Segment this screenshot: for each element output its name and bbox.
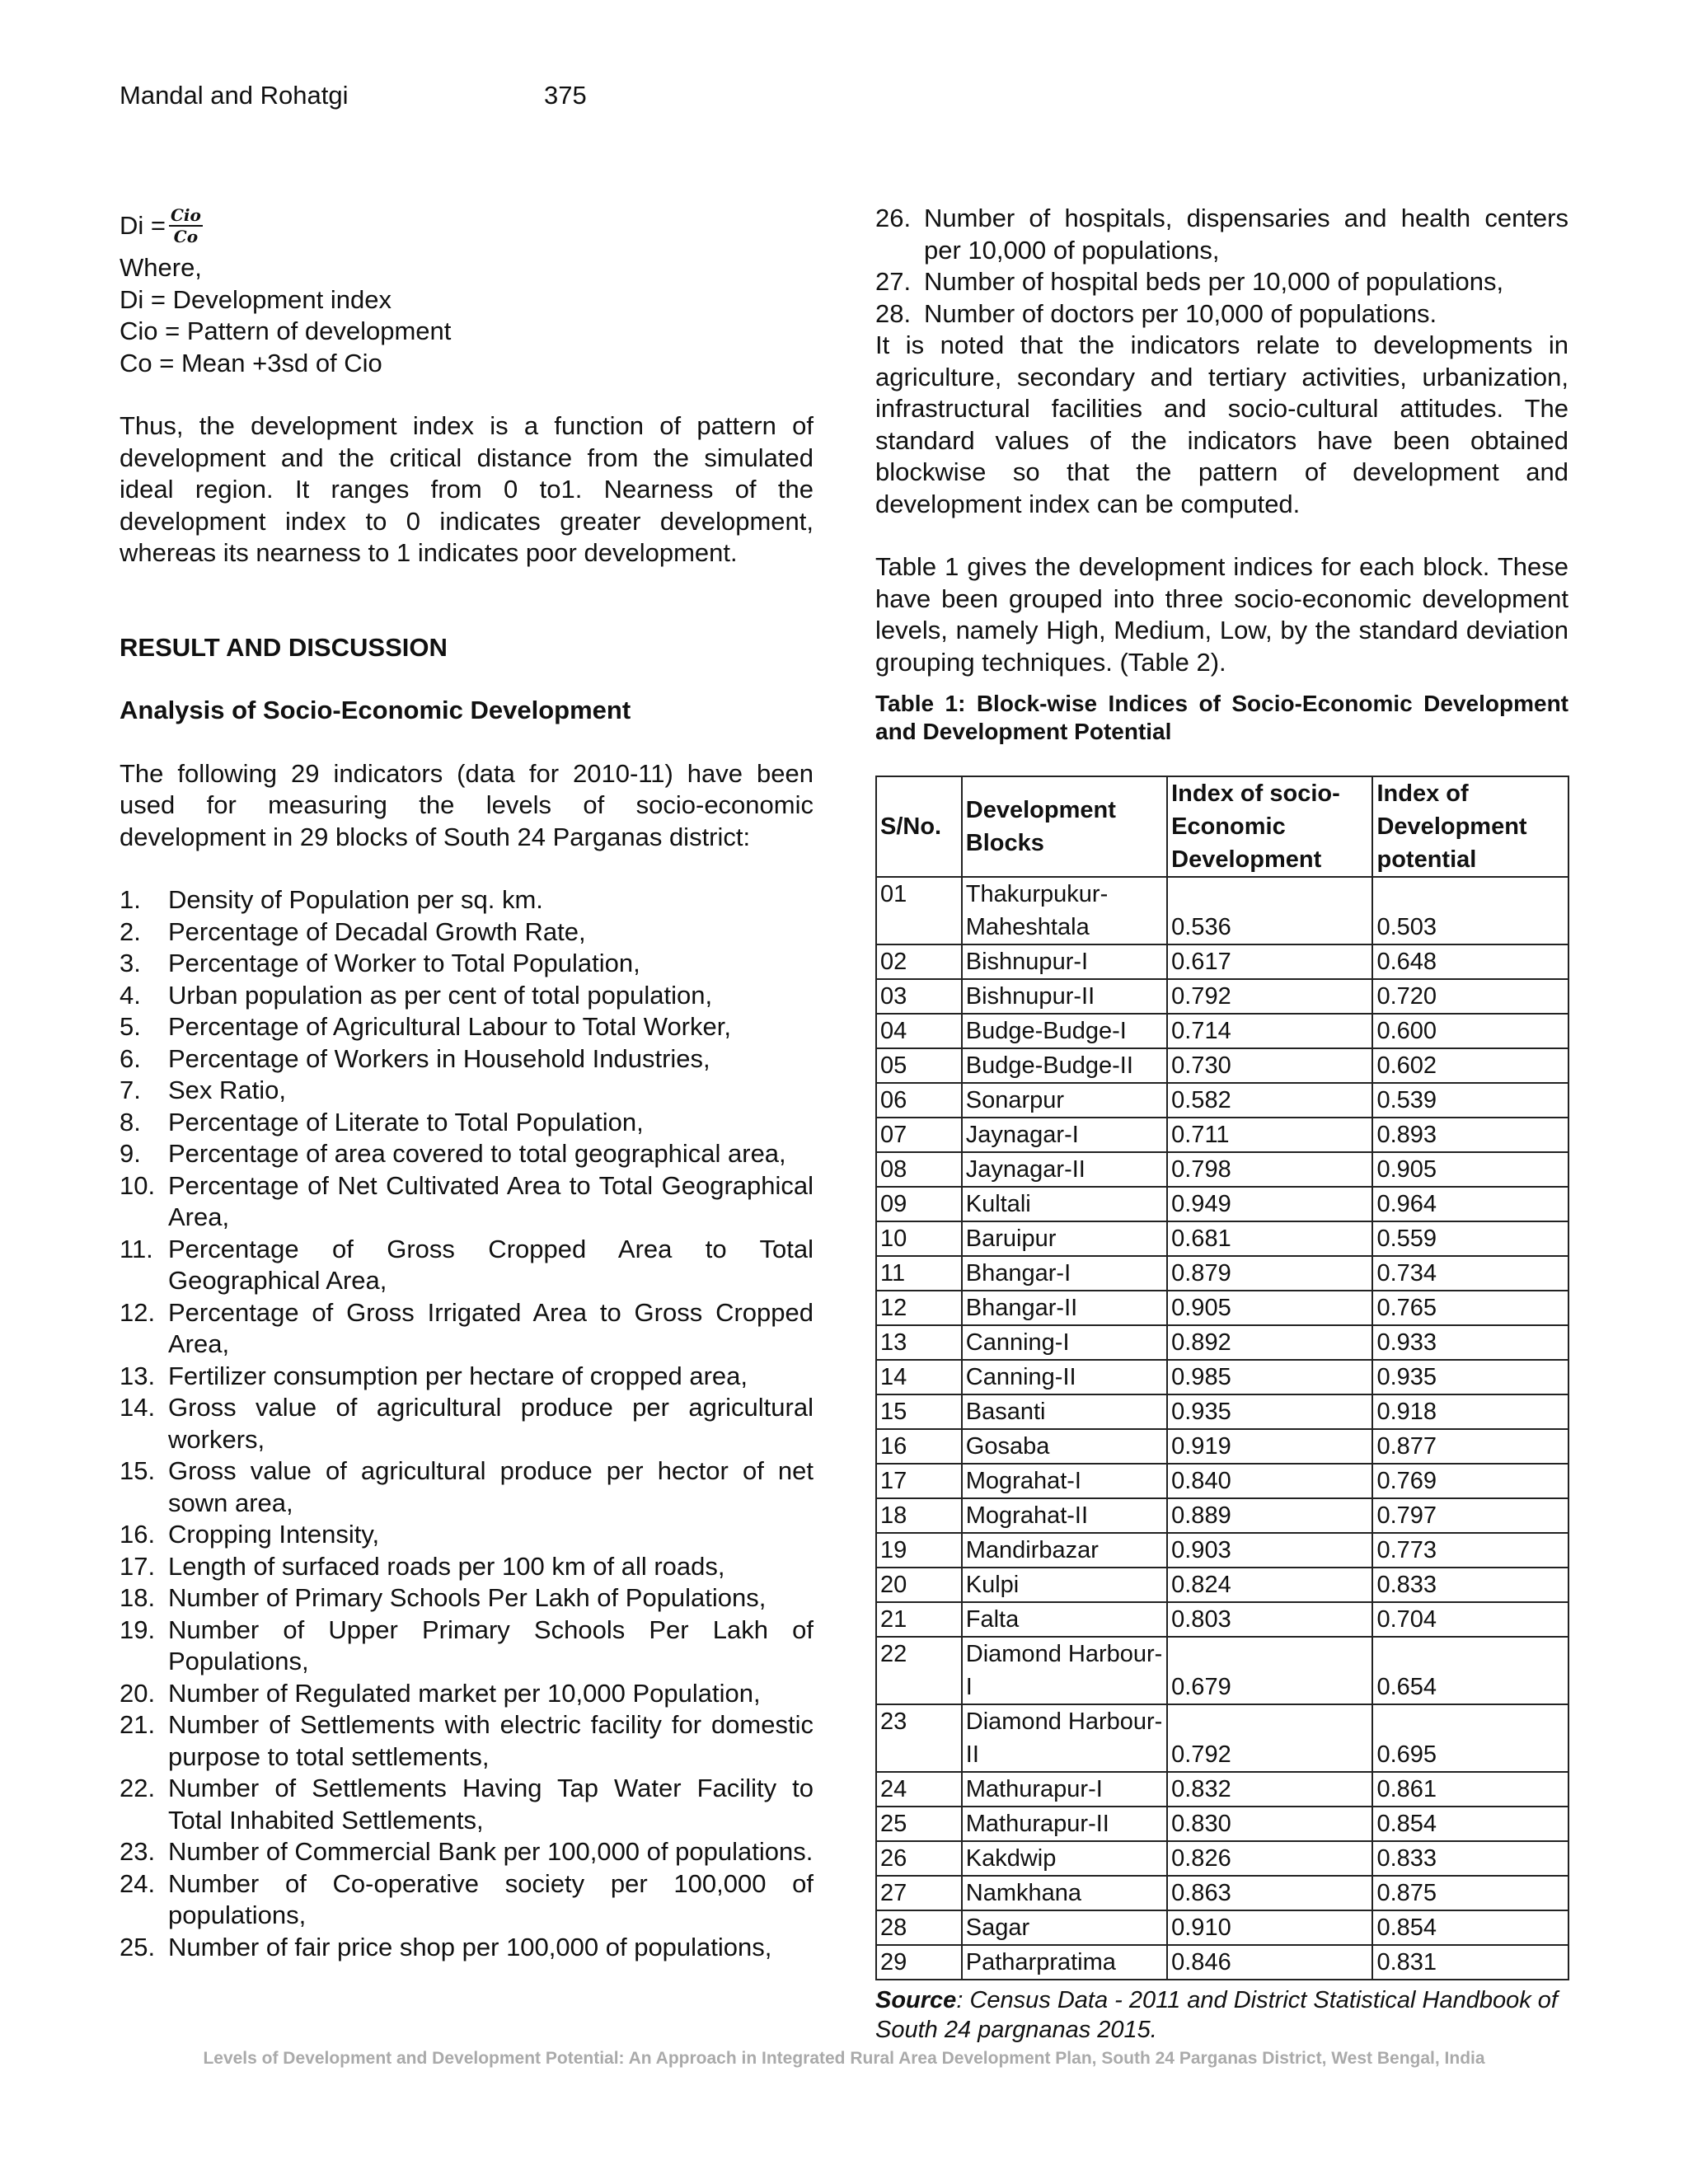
cell-sno: 29 (876, 1945, 962, 1980)
cell-sno: 03 (876, 979, 962, 1014)
table-row (876, 1291, 1568, 1325)
indicator-number: 25. (120, 1932, 156, 1961)
cell-socio-economic-index: 0.889 (1167, 1498, 1372, 1533)
indicator-text: Percentage of Agricultural Labour to Total Worker, (168, 1012, 731, 1041)
indicator-item (120, 1392, 814, 1455)
cell-block: Bhangar-II (962, 1291, 1167, 1325)
cell-sno: 23 (876, 1704, 962, 1772)
indicator-text: Percentage of Workers in Household Industries, (168, 1043, 710, 1073)
indicator-text: Percentage of Literate to Total Population, (168, 1107, 644, 1137)
cell-block: Gosaba (962, 1429, 1167, 1464)
table-source (875, 1985, 1568, 2045)
indicator-text: Number of Settlements Having Tap Water Facility to Total Inhabited Settlements, (168, 1774, 814, 1835)
formula-numerator: Cio (171, 205, 201, 225)
table-row (876, 1118, 1568, 1152)
indicator-number: 11. (120, 1234, 153, 1263)
cell-socio-economic-index: 0.617 (1167, 944, 1372, 979)
cell-potential-index: 0.875 (1372, 1876, 1568, 1910)
indicator-number: 15. (120, 1456, 156, 1485)
indicator-text: Number of hospitals, dispensaries and health centers per 10,000 of populations, (924, 204, 1568, 265)
cell-potential-index: 0.833 (1372, 1841, 1568, 1876)
cell-socio-economic-index: 0.730 (1167, 1048, 1372, 1083)
indicator-item (120, 1075, 814, 1107)
indicator-item (120, 1678, 814, 1710)
indicator-number: 1. (120, 885, 141, 914)
table-row (876, 1325, 1568, 1360)
cell-sno: 20 (876, 1568, 962, 1602)
table-row (876, 1772, 1568, 1807)
indicator-number: 16. (120, 1520, 156, 1549)
indicator-item (120, 916, 814, 949)
cell-block: Basanti (962, 1394, 1167, 1429)
table-row (876, 1256, 1568, 1291)
indicator-text: Number of Regulated market per 10,000 Population, (168, 1678, 761, 1708)
cell-block: Mograhat-II (962, 1498, 1167, 1533)
cell-block: Diamond Harbour-II (962, 1704, 1167, 1772)
cell-potential-index: 0.918 (1372, 1394, 1568, 1429)
table-row (876, 1152, 1568, 1187)
cell-block: Mandirbazar (962, 1533, 1167, 1568)
cell-potential-index: 0.720 (1372, 979, 1568, 1014)
indicator-item (120, 1773, 814, 1836)
indicator-number: 3. (120, 949, 141, 977)
indicator-number: 18. (120, 1583, 156, 1612)
indicator-list-right (875, 203, 1568, 330)
cell-sno: 07 (876, 1118, 962, 1152)
table-row (876, 1083, 1568, 1118)
cell-block: Mathurapur-I (962, 1772, 1167, 1807)
cell-block: Sagar (962, 1910, 1167, 1945)
cell-potential-index: 0.648 (1372, 944, 1568, 979)
cell-block: Jaynagar-II (962, 1152, 1167, 1187)
definition-line: Co = Mean +3sd of Cio (120, 348, 382, 377)
indicator-number: 13. (120, 1361, 156, 1390)
indicator-text: Density of Population per sq. km. (168, 885, 543, 914)
cell-block: Jaynagar-I (962, 1118, 1167, 1152)
cell-sno: 06 (876, 1083, 962, 1118)
cell-block: Thakurpukur-Maheshtala (962, 877, 1167, 944)
table-row (876, 1841, 1568, 1876)
formula-lhs: Di = (120, 210, 166, 240)
cell-socio-economic-index: 0.798 (1167, 1152, 1372, 1187)
indicator-text: Fertilizer consumption per hectare of cropped area, (168, 1361, 748, 1390)
indicator-number: 8. (120, 1107, 141, 1137)
indicator-number: 2. (120, 916, 141, 946)
cell-potential-index: 0.905 (1372, 1152, 1568, 1187)
cell-sno: 22 (876, 1637, 962, 1704)
cell-block: Kulpi (962, 1568, 1167, 1602)
cell-block: Baruipur (962, 1221, 1167, 1256)
paragraph-index-range: Thus, the development index is a function of pattern of development and the critical distance from the simulated ideal region. It ranges from 0 to1. Nearness of the development index to 0 indicates greater development, whereas its nearness to 1 indicates poor development. (120, 411, 814, 567)
cell-potential-index: 0.935 (1372, 1360, 1568, 1394)
cell-socio-economic-index: 0.892 (1167, 1325, 1372, 1360)
indicator-text: Number of fair price shop per 100,000 of populations, (168, 1932, 772, 1961)
page-number: 375 (544, 81, 587, 110)
cell-block: Budge-Budge-I (962, 1014, 1167, 1048)
indicator-number: 24. (120, 1868, 156, 1898)
indicator-number: 23. (120, 1837, 156, 1866)
indicator-text: Urban population as per cent of total population, (168, 980, 713, 1010)
cell-sno: 02 (876, 944, 962, 979)
indicator-item (120, 1297, 814, 1361)
cell-potential-index: 0.654 (1372, 1637, 1568, 1704)
cell-socio-economic-index: 0.985 (1167, 1360, 1372, 1394)
table-row (876, 1945, 1568, 1980)
cell-sno: 24 (876, 1772, 962, 1807)
cell-socio-economic-index: 0.792 (1167, 1704, 1372, 1772)
indicator-text: Percentage of Gross Irrigated Area to Gross Cropped Area, (168, 1297, 814, 1358)
indicator-text: Sex Ratio, (168, 1076, 287, 1104)
heading-result-discussion: RESULT AND DISCUSSION (120, 632, 448, 662)
cell-socio-economic-index: 0.830 (1167, 1807, 1372, 1841)
cell-sno: 10 (876, 1221, 962, 1256)
paragraph-indicators-intro: The following 29 indicators (data for 2010-11) have been used for measuring the levels of socio-economic development in 29 blocks of South 24 Parganas district: (120, 758, 814, 851)
cell-sno: 04 (876, 1014, 962, 1048)
cell-potential-index: 0.769 (1372, 1464, 1568, 1498)
cell-socio-economic-index: 0.840 (1167, 1464, 1372, 1498)
indicator-item (120, 1615, 814, 1678)
cell-socio-economic-index: 0.582 (1167, 1083, 1372, 1118)
indicator-number: 26. (875, 204, 912, 232)
cell-potential-index: 0.539 (1372, 1083, 1568, 1118)
cell-potential-index: 0.877 (1372, 1429, 1568, 1464)
table-row (876, 944, 1568, 979)
cell-block: Canning-I (962, 1325, 1167, 1360)
header-socio-economic-index: Index of socio-Economic Development (1167, 776, 1372, 877)
cell-potential-index: 0.833 (1372, 1568, 1568, 1602)
table-row (876, 1360, 1568, 1394)
cell-sno: 05 (876, 1048, 962, 1083)
cell-potential-index: 0.600 (1372, 1014, 1568, 1048)
indicator-text: Gross value of agricultural produce per hector of net sown area, (168, 1456, 814, 1517)
indicator-text: Length of surfaced roads per 100 km of all roads, (168, 1551, 725, 1581)
source-label: Source (875, 1987, 957, 2013)
indicator-number: 5. (120, 1012, 141, 1041)
indicator-number: 6. (120, 1043, 141, 1073)
block-indices-table (875, 776, 1569, 1980)
definition-line: Di = Development index (120, 284, 392, 314)
cell-sno: 25 (876, 1807, 962, 1841)
cell-socio-economic-index: 0.826 (1167, 1841, 1372, 1876)
cell-socio-economic-index: 0.905 (1167, 1291, 1372, 1325)
indicator-text: Percentage of Net Cultivated Area to Total Geographical Area, (168, 1170, 814, 1231)
table-row (876, 1464, 1568, 1498)
cell-sno: 21 (876, 1602, 962, 1637)
paragraph-table1-intro: Table 1 gives the development indices for each block. These have been grouped into three socio-economic development levels, namely High, Medium, Low, by the standard deviation grouping techniques. (Table 2). (875, 552, 1568, 677)
cell-socio-economic-index: 0.803 (1167, 1602, 1372, 1637)
indicator-number: 9. (120, 1139, 141, 1168)
cell-block: Patharpratima (962, 1945, 1167, 1980)
table-row (876, 1498, 1568, 1533)
cell-potential-index: 0.933 (1372, 1325, 1568, 1360)
indicator-text: Number of Upper Primary Schools Per Lakh of Populations, (168, 1615, 814, 1675)
indicator-item (120, 1043, 814, 1076)
cell-sno: 01 (876, 877, 962, 944)
indicator-number: 7. (120, 1076, 141, 1104)
indicator-number: 21. (120, 1710, 156, 1739)
indicator-number: 27. (875, 267, 912, 296)
paragraph-indicators-noted: It is noted that the indicators relate to developments in agriculture, secondary and tertiary activities, urbanization, infrastructural facilities and socio-cultural attitudes. The standard values of the indicators have been obtained blockwise so that the pattern of development and development index can be computed. (875, 330, 1568, 518)
cell-socio-economic-index: 0.711 (1167, 1118, 1372, 1152)
indicator-text: Percentage of Gross Cropped Area to Total Geographical Area, (168, 1234, 814, 1295)
cell-block: Namkhana (962, 1876, 1167, 1910)
table-row (876, 1637, 1568, 1704)
cell-sno: 27 (876, 1876, 962, 1910)
cell-potential-index: 0.765 (1372, 1291, 1568, 1325)
cell-potential-index: 0.854 (1372, 1807, 1568, 1841)
indicator-number: 14. (120, 1393, 156, 1422)
cell-block: Diamond Harbour-I (962, 1637, 1167, 1704)
table-row (876, 1807, 1568, 1841)
indicator-text: Gross value of agricultural produce per agricultural workers, (168, 1393, 814, 1454)
definition-line: Cio = Pattern of development (120, 316, 452, 345)
indicator-item (120, 1932, 814, 1964)
cell-socio-economic-index: 0.903 (1167, 1533, 1372, 1568)
cell-socio-economic-index: 0.910 (1167, 1910, 1372, 1945)
cell-socio-economic-index: 0.824 (1167, 1568, 1372, 1602)
table-row (876, 1568, 1568, 1602)
cell-potential-index: 0.695 (1372, 1704, 1568, 1772)
indicator-number: 17. (120, 1551, 156, 1581)
cell-potential-index: 0.797 (1372, 1498, 1568, 1533)
cell-sno: 09 (876, 1187, 962, 1221)
table-row (876, 1910, 1568, 1945)
cell-sno: 19 (876, 1533, 962, 1568)
formula-fraction (169, 205, 203, 246)
cell-socio-economic-index: 0.863 (1167, 1876, 1372, 1910)
cell-socio-economic-index: 0.536 (1167, 877, 1372, 944)
cell-potential-index: 0.854 (1372, 1910, 1568, 1945)
page-footer: Levels of Development and Development Potential: An Approach in Integrated Rural Area Development Plan, South 24 Parganas District, West Bengal, India (203, 2049, 1485, 2068)
table-row (876, 1429, 1568, 1464)
cell-block: Falta (962, 1602, 1167, 1637)
cell-sno: 15 (876, 1394, 962, 1429)
header-blocks: Development Blocks (962, 776, 1167, 877)
indicator-text: Cropping Intensity, (168, 1520, 380, 1549)
cell-sno: 13 (876, 1325, 962, 1360)
table-row (876, 1533, 1568, 1568)
indicator-item (120, 1582, 814, 1615)
cell-socio-economic-index: 0.935 (1167, 1394, 1372, 1429)
indicator-number: 20. (120, 1678, 156, 1708)
indicator-number: 22. (120, 1774, 156, 1802)
cell-potential-index: 0.734 (1372, 1256, 1568, 1291)
cell-potential-index: 0.861 (1372, 1772, 1568, 1807)
cell-block: Sonarpur (962, 1083, 1167, 1118)
cell-potential-index: 0.559 (1372, 1221, 1568, 1256)
cell-socio-economic-index: 0.679 (1167, 1637, 1372, 1704)
cell-socio-economic-index: 0.919 (1167, 1429, 1372, 1464)
indicator-text: Percentage of area covered to total geographical area, (168, 1139, 786, 1168)
indicator-number: 19. (120, 1615, 156, 1644)
development-index-formula (120, 203, 814, 249)
cell-socio-economic-index: 0.879 (1167, 1256, 1372, 1291)
indicator-number: 12. (120, 1297, 156, 1327)
indicator-item (120, 1234, 814, 1297)
indicator-number: 4. (120, 980, 141, 1010)
table-row (876, 1876, 1568, 1910)
indicator-item (120, 1361, 814, 1393)
cell-sno: 18 (876, 1498, 962, 1533)
cell-block: Bishnupur-II (962, 979, 1167, 1014)
indicator-item (120, 1170, 814, 1234)
indicator-text: Number of doctors per 10,000 of populations. (924, 298, 1437, 328)
cell-sno: 16 (876, 1429, 962, 1464)
indicator-item (120, 1836, 814, 1868)
indicator-item (120, 948, 814, 980)
indicator-number: 10. (120, 1170, 156, 1200)
table-row (876, 1602, 1568, 1637)
definition-line: Where, (120, 253, 202, 282)
indicator-item (120, 884, 814, 916)
cell-block: Canning-II (962, 1360, 1167, 1394)
indicator-item (875, 298, 1568, 330)
cell-socio-economic-index: 0.846 (1167, 1945, 1372, 1980)
cell-socio-economic-index: 0.714 (1167, 1014, 1372, 1048)
cell-potential-index: 0.704 (1372, 1602, 1568, 1637)
indicator-item (875, 266, 1568, 298)
indicator-item (120, 1868, 814, 1932)
table-row (876, 1704, 1568, 1772)
cell-socio-economic-index: 0.949 (1167, 1187, 1372, 1221)
cell-potential-index: 0.602 (1372, 1048, 1568, 1083)
right-column (875, 203, 1568, 2045)
running-head-authors: Mandal and Rohatgi (120, 81, 349, 110)
indicator-item (875, 203, 1568, 266)
table-header-row (876, 776, 1568, 877)
cell-socio-economic-index: 0.792 (1167, 979, 1372, 1014)
cell-potential-index: 0.831 (1372, 1945, 1568, 1980)
indicator-item (120, 980, 814, 1012)
indicator-text: Percentage of Worker to Total Population, (168, 949, 640, 977)
cell-socio-economic-index: 0.832 (1167, 1772, 1372, 1807)
cell-sno: 14 (876, 1360, 962, 1394)
left-column (120, 203, 814, 1963)
cell-block: Bishnupur-I (962, 944, 1167, 979)
cell-sno: 17 (876, 1464, 962, 1498)
cell-block: Kakdwip (962, 1841, 1167, 1876)
table-row (876, 1394, 1568, 1429)
indicator-item (120, 1519, 814, 1551)
table-row (876, 1221, 1568, 1256)
cell-block: Bhangar-I (962, 1256, 1167, 1291)
indicator-item (120, 1011, 814, 1043)
indicator-text: Percentage of Decadal Growth Rate, (168, 916, 586, 946)
indicator-list-left (120, 884, 814, 1963)
indicator-item (120, 1138, 814, 1170)
table-row (876, 979, 1568, 1014)
cell-sno: 11 (876, 1256, 962, 1291)
indicator-text: Number of hospital beds per 10,000 of populations, (924, 267, 1504, 296)
indicator-text: Number of Primary Schools Per Lakh of Populations, (168, 1583, 767, 1612)
table-row (876, 877, 1568, 944)
table-row (876, 1187, 1568, 1221)
cell-block: Mograhat-I (962, 1464, 1167, 1498)
indicator-text: Number of Commercial Bank per 100,000 of populations. (168, 1837, 814, 1866)
indicator-number: 28. (875, 298, 912, 328)
cell-block: Mathurapur-II (962, 1807, 1167, 1841)
indicator-item (120, 1551, 814, 1583)
cell-sno: 26 (876, 1841, 962, 1876)
cell-potential-index: 0.503 (1372, 877, 1568, 944)
cell-block: Kultali (962, 1187, 1167, 1221)
indicator-text: Number of Settlements with electric facility for domestic purpose to total settlements, (168, 1710, 814, 1771)
cell-sno: 08 (876, 1152, 962, 1187)
cell-socio-economic-index: 0.681 (1167, 1221, 1372, 1256)
table-row (876, 1014, 1568, 1048)
indicator-item (120, 1107, 814, 1139)
source-text: : Census Data - 2011 and District Statistical Handbook of South 24 pargnanas 2015. (875, 1987, 1558, 2043)
formula-denominator: Co (173, 227, 199, 246)
cell-sno: 28 (876, 1910, 962, 1945)
header-sno: S/No. (876, 776, 962, 877)
cell-potential-index: 0.893 (1372, 1118, 1568, 1152)
header-potential-index: Index of Development potential (1372, 776, 1568, 877)
table-row (876, 1048, 1568, 1083)
table-caption: Table 1: Block-wise Indices of Socio-Economic Development and Development Potential (875, 691, 1568, 744)
indicator-item (120, 1455, 814, 1519)
indicator-item (120, 1709, 814, 1773)
cell-potential-index: 0.964 (1372, 1187, 1568, 1221)
indicator-text: Number of Co-operative society per 100,000 of populations, (168, 1868, 814, 1929)
cell-sno: 12 (876, 1291, 962, 1325)
heading-analysis: Analysis of Socio-Economic Development (120, 696, 631, 724)
cell-potential-index: 0.773 (1372, 1533, 1568, 1568)
cell-block: Budge-Budge-II (962, 1048, 1167, 1083)
